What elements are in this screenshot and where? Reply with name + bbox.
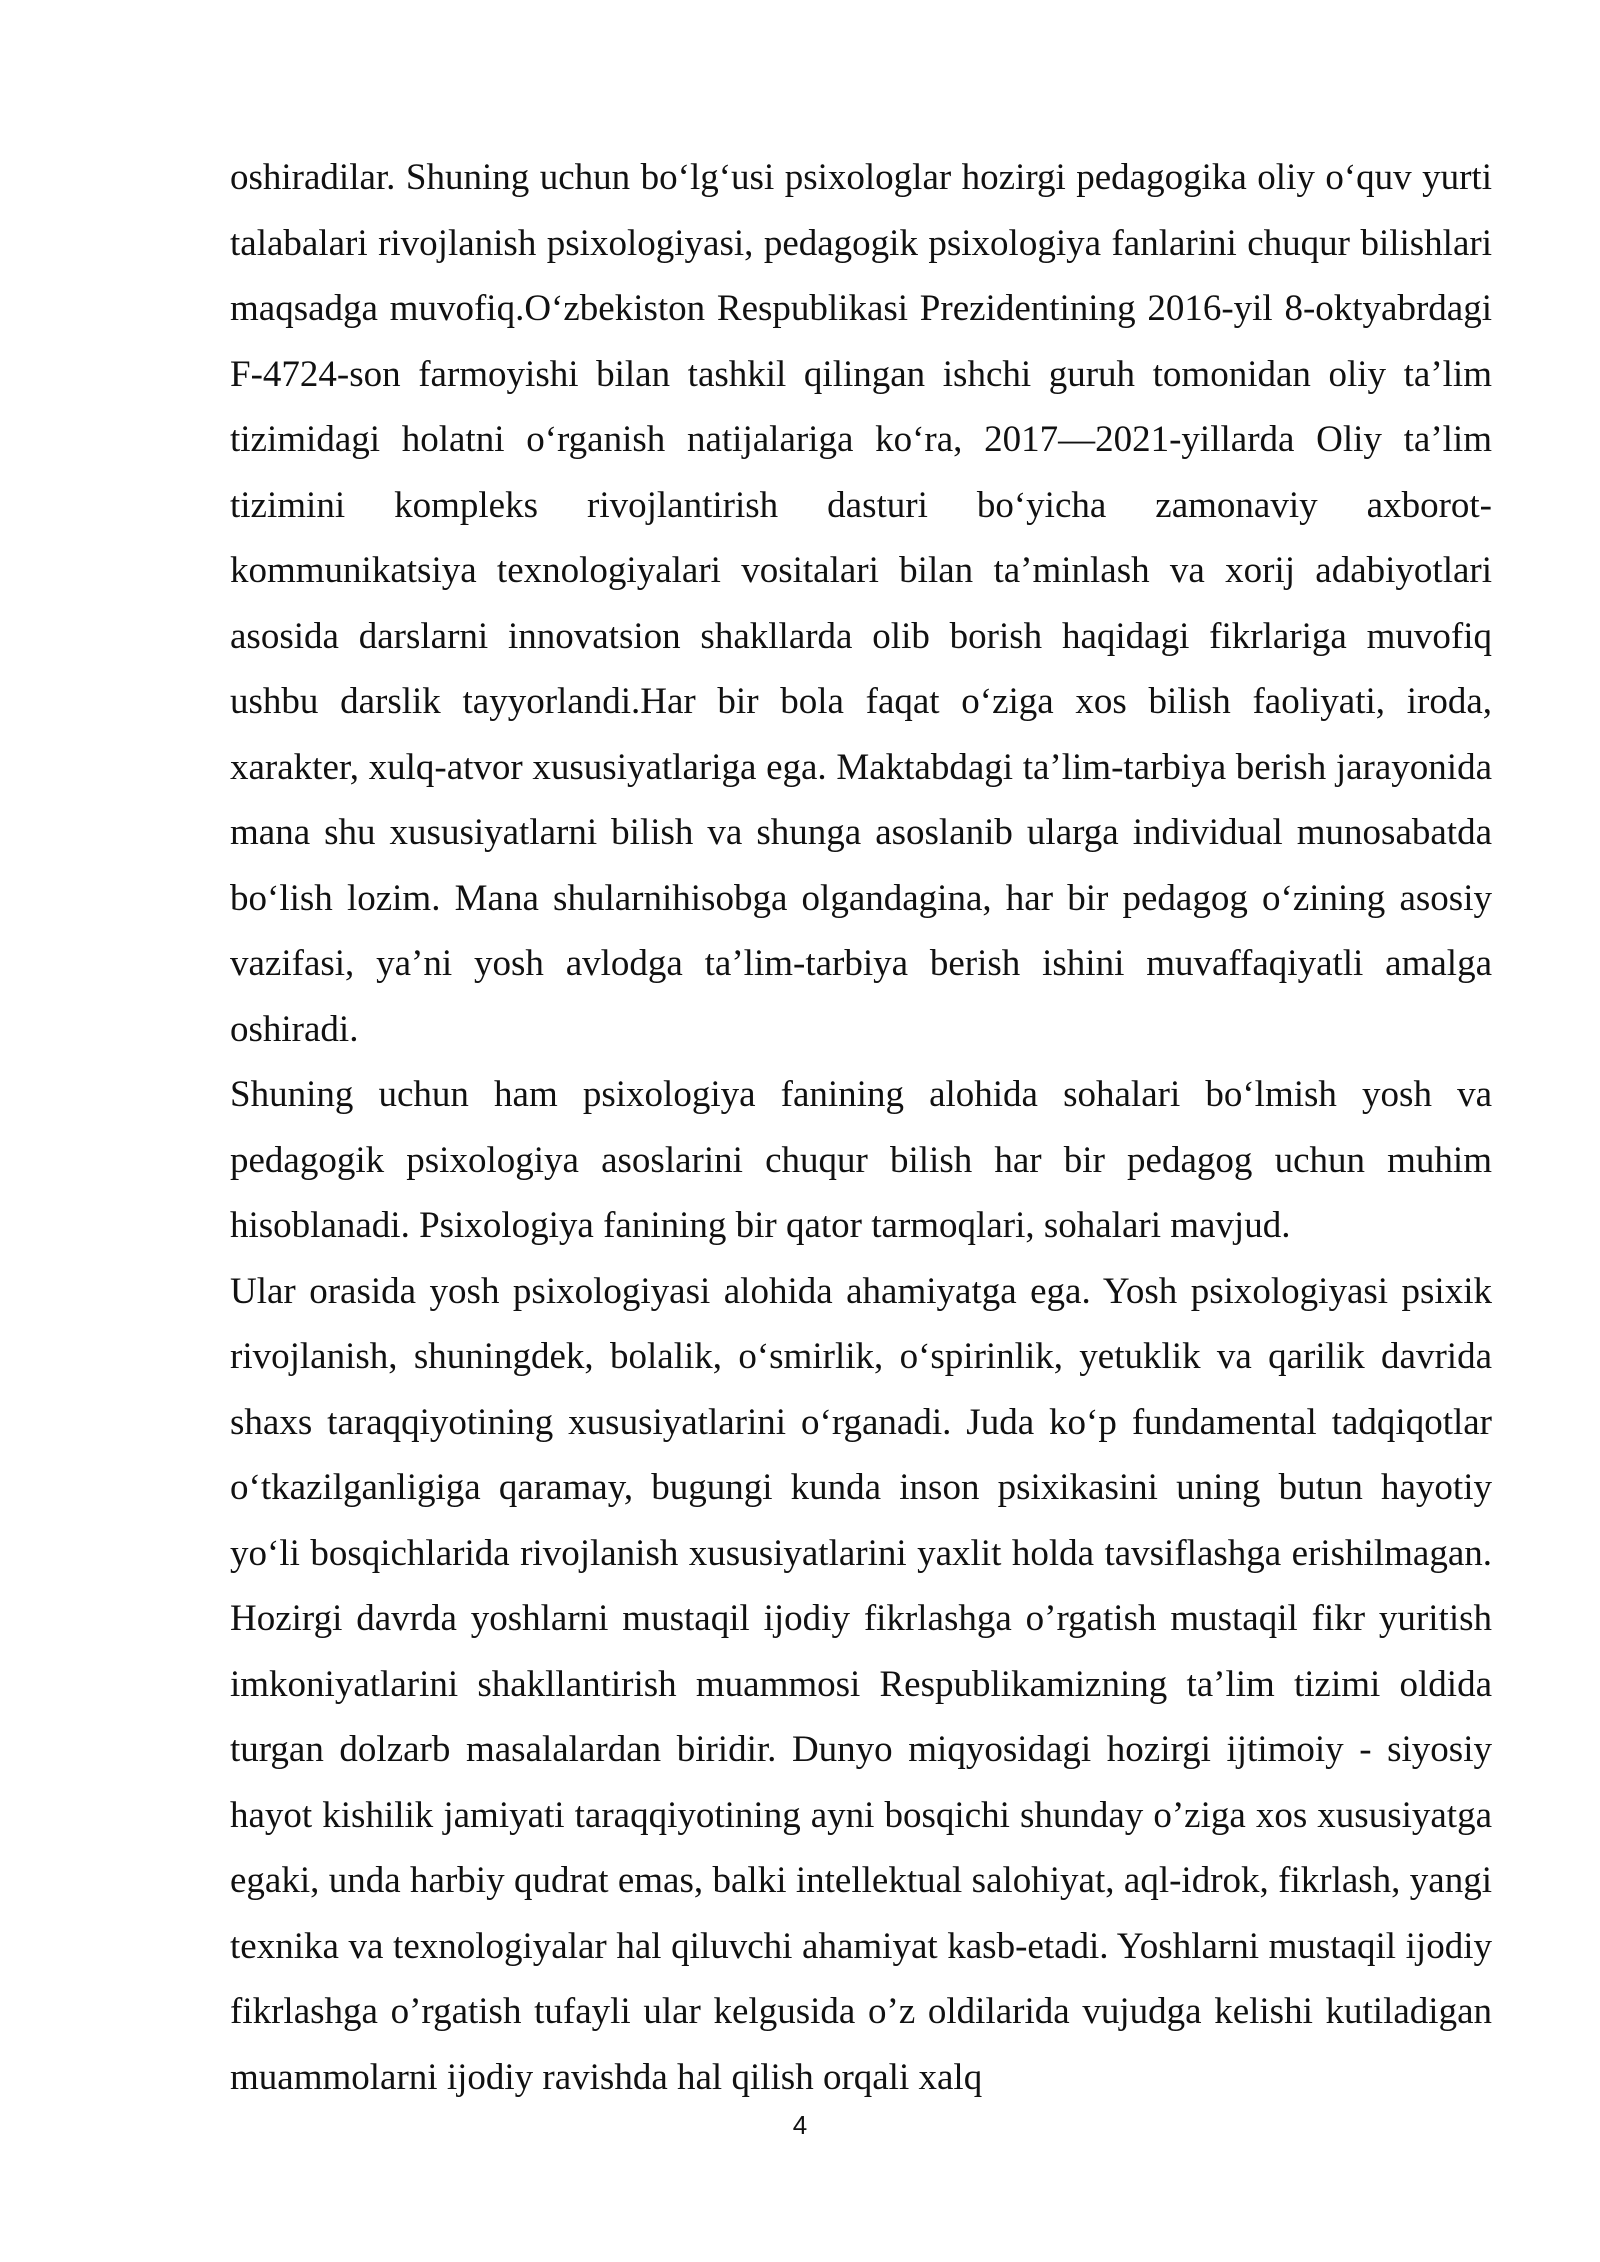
paragraph-2: Shuning uchun ham psixologiya fanining alohida sohalari bo‘lmish yosh va pedagogik psixologiya asoslarini chuqur bilish har bir pedagog uchun muhim hisoblanadi. Psixologiya fanining bir qator tarmoqlari, sohalari mavjud. <box>230 1074 1492 1246</box>
paragraph-3: Ular orasida yosh psixologiyasi alohida ahamiyatga ega. Yosh psixologiyasi psixik rivojlanish, shuningdek, bolalik, o‘smirlik, o‘spirinlik, yetuklik va qarilik davrida shaxs taraqqiyotining xususiyatlarini o‘rganadi. Juda ko‘p fundamental tadqiqotlar o‘tkazilganligiga qaramay, bugungi kunda inson psixikasini uning butun hayotiy yo‘li bosqichlarida rivojlanish xususiyatlarini yaxlit holda tavsiflashga erishilmagan. Hozirgi davrda yoshlarni mustaqil ijodiy fikrlashga o’rgatish mustaqil fikr yuritish imkoniyatlarini shakllantirish muammosi Respublikamizning ta’lim tizimi oldida turgan dolzarb masalalardan biridir. Dunyo miqyosidagi hozirgi ijtimoiy - siyosiy hayot kishilik jamiyati taraqqiyotining ayni bosqichi shunday o’ziga xos xususiyatga egaki, unda harbiy qudrat emas, balki intellektual salohiyat, aql-idrok, fikrlash, yangi texnika va texnologiyalar hal qiluvchi ahamiyat kasb-etadi. Yoshlarni mustaqil ijodiy fikrlashga o’rgatish tufayli ular kelgusida o’z oldilarida vujudga kelishi kutiladigan muammolarni ijodiy ravishda hal qilish orqali xalq <box>230 1270 1492 2098</box>
body-text <box>230 145 1492 2110</box>
page-number: 4 <box>792 2110 808 2140</box>
paragraph-1: oshiradilar. Shuning uchun bo‘lg‘usi psixologlar hozirgi pedagogika oliy o‘quv yurti talabalari rivojlanish psixologiyasi, pedagogik psixologiya fanlarini chuqur bilishlari maqsadga muvofiq.O‘zbekiston Respublikasi Prezidentining 2016-yil 8-oktyabrdagi F-4724-son farmoyishi bilan tashkil qilingan ishchi guruh tomonidan oliy ta’lim tizimidagi holatni o‘rganish natijalariga ko‘ra, 2017—2021-yillarda Oliy ta’lim tizimini kompleks rivojlantirish dasturi bo‘yicha zamonaviy axborot-kommunikatsiya texnologiyalari vositalari bilan ta’minlash va xorij adabiyotlari asosida darslarni innovatsion shakllarda olib borish haqidagi fikrlariga muvofiq ushbu darslik tayyorlandi.Har bir bola faqat o‘ziga xos bilish faoliyati, iroda, xarakter, xulq-atvor xususiyatlariga ega. Maktabdagi ta’lim-tarbiya berish jarayonida mana shu xususiyatlarni bilish va shunga asoslanib ularga individual munosabatda bo‘lish lozim. Mana shularnihisobga olgandagina, har bir pedagog o‘zining asosiy vazifasi, ya’ni yosh avlodga ta’lim-tarbiya berish ishini muvaffaqiyatli amalga oshiradi. <box>230 157 1492 1050</box>
